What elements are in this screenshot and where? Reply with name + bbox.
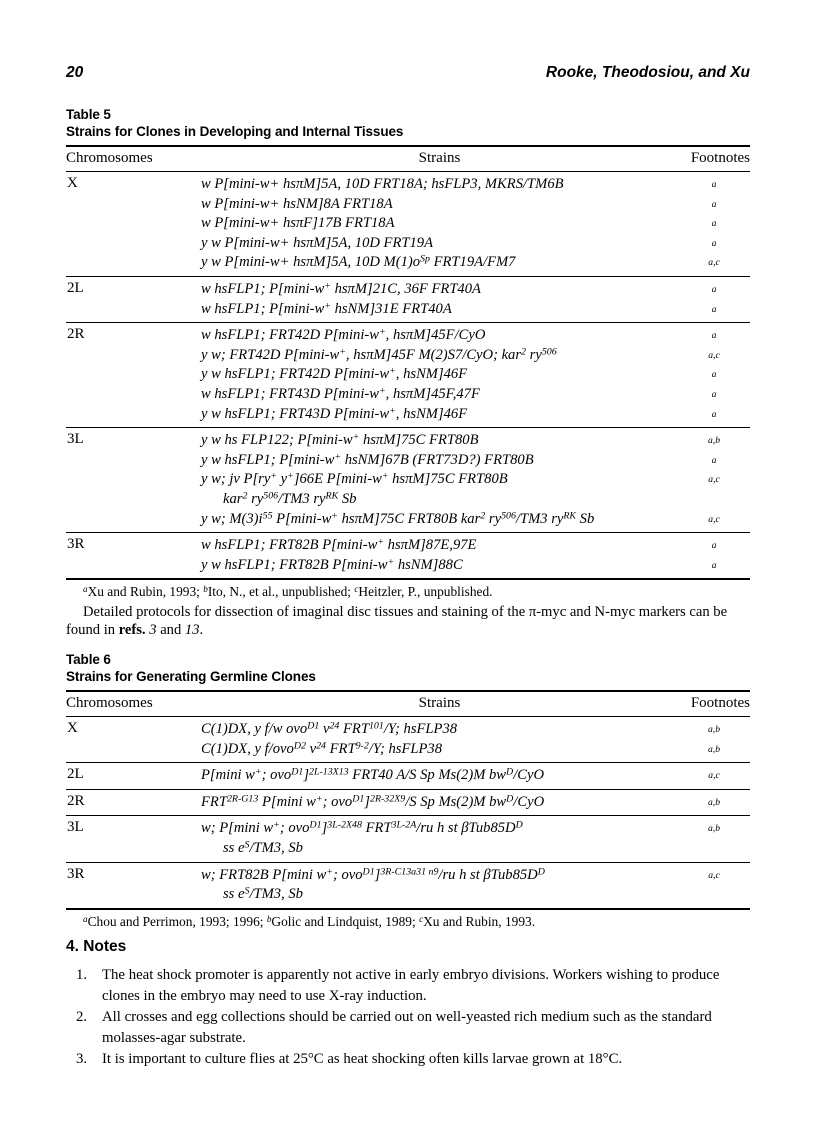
footnote-cell <box>678 816 750 862</box>
footnote-marker <box>678 490 750 510</box>
table-5-block <box>66 106 750 640</box>
footnote-marker: a <box>711 559 717 571</box>
strains-cell <box>201 789 678 816</box>
table-row <box>66 862 750 908</box>
footnote-marker <box>678 839 750 859</box>
table-row <box>66 789 750 816</box>
strain-line: $FRT^{2R-G13}$ P[mini w+; ovo$^{D1}$]$^{2R-32X9}$/S Sp Ms(2)M $bw^D$/CyO <box>201 793 545 810</box>
table-row <box>66 276 750 322</box>
note-item <box>66 1049 750 1070</box>
strain-line: ss $e^S/TM3$, Sb <box>223 839 303 856</box>
table-5-label: Table 5 <box>66 107 111 122</box>
strain-line: w hsFLP1; FRT43D P[mini-w+, hsπM]45F,47F <box>201 385 480 402</box>
strains-cell <box>201 323 678 428</box>
chromosome-cell: 2L <box>66 763 201 790</box>
footnote-marker: a <box>711 388 717 400</box>
table-row <box>66 172 750 277</box>
strain-line: y w P[mini-w+ hsπM]5A, 10D FRT19A <box>201 234 434 251</box>
notes-list <box>66 965 750 1070</box>
table-5-header-row <box>66 146 750 172</box>
table-row <box>66 717 750 763</box>
strains-cell <box>201 816 678 862</box>
after-table-5-text: Detailed protocols for dissection of imaginal disc tissues and staining of the π-myc and N-myc markers can be found in refs. 3 and 13. <box>66 603 728 639</box>
footnote-cell <box>678 533 750 579</box>
footnote-marker: a,b <box>708 743 720 755</box>
strains-cell <box>201 172 678 277</box>
table-6-title: Strains for Generating Germline Clones <box>66 669 316 684</box>
footnote-marker: a,c <box>708 869 720 881</box>
table-5-col-footnotes: Footnotes <box>678 146 750 172</box>
footnote-marker: a <box>711 198 717 210</box>
table-6-col-chromosomes: Chromosomes <box>66 691 201 717</box>
strain-line: y w; $M(3)i^{55}$ P[mini-w+ hsπM]75C FRT80B kar$^2$ $ry^{506}/TM3$ $ry^{RK}$ Sb <box>201 510 595 527</box>
footnote-marker: a,c <box>708 770 720 782</box>
table-6-header-row <box>66 691 750 717</box>
strain-line: y w hs FLP122; P[mini-w+ hsπM]75C FRT80B <box>201 431 479 449</box>
table-5-footnotes <box>66 580 750 601</box>
table-6-caption <box>66 651 750 685</box>
footnote-marker: a,b <box>708 796 720 808</box>
after-table-5-paragraph <box>66 601 750 640</box>
footnote-cell <box>678 428 750 533</box>
note-item <box>66 965 750 1006</box>
footnote-marker: a,b <box>708 823 720 835</box>
footnote-marker <box>678 885 750 905</box>
strains-cell <box>201 717 678 763</box>
table-row <box>66 816 750 862</box>
table-5-body <box>66 172 750 579</box>
note-text: The heat shock promoter is apparently not active in early embryo divisions. Workers wishing to produce clones in the embryo may need to use X-ray induction. <box>102 967 720 1004</box>
note-number: 3. <box>76 1051 88 1068</box>
chromosome-cell: 2L <box>66 276 201 322</box>
footnote-marker: a,c <box>708 349 720 361</box>
strains-cell <box>201 533 678 579</box>
footnote-marker: a <box>711 369 717 381</box>
page-number: 20 <box>66 64 84 81</box>
strain-line: kar$^2$ $ry^{506}/TM3$ $ry^{RK}$ Sb <box>223 490 357 507</box>
table-6-block <box>66 651 750 930</box>
footnote-marker: a <box>711 179 717 190</box>
strain-line: w; P[mini w+; ovo$^{D1}$]$^{3L-2X48}$ $FRT^{3L-2A}/ru$ h st $\beta Tub85D^D$ <box>201 819 523 837</box>
chromosome-cell: 3L <box>66 428 201 533</box>
strain-line: w; FRT82B P[mini w+; ovo$^{D1}$]$^{3R-C13a31 n9}$/ru h st $\beta Tub85D^D$ <box>201 866 545 883</box>
footnote-marker: a,c <box>708 257 720 269</box>
strains-cell <box>201 862 678 908</box>
strain-line: w hsFLP1; P[mini-w+ hsNM]31E FRT40A <box>201 300 452 317</box>
footnote-cell <box>678 717 750 763</box>
strain-line: P[mini w+; ovo$^{D1}$]$^{2L-13X13}$ FRT40 A/S Sp Ms(2)M $bw^D$/CyO <box>201 766 545 784</box>
footnote-marker: a <box>711 303 717 315</box>
strain-line: w hsFLP1; FRT42D P[mini-w+, hsπM]45F/CyO <box>201 326 486 344</box>
strain-line: y w; jv P[ry+ y+]66E P[mini-w+ hsπM]75C FRT80B <box>201 470 508 488</box>
footnote-cell <box>678 323 750 428</box>
strain-line: w hsFLP1; P[mini-w+ hsπM]21C, 36F FRT40A <box>201 280 481 297</box>
chromosome-cell: 3L <box>66 816 201 862</box>
notes-section <box>66 938 750 1071</box>
table-6-label: Table 6 <box>66 652 111 667</box>
chromosome-cell: 2R <box>66 323 201 428</box>
running-head <box>66 64 750 82</box>
strain-line: y w hsFLP1; FRT82B P[mini-w+ hsNM]88C <box>201 556 463 573</box>
footnote-marker: a <box>711 408 717 420</box>
table-row <box>66 323 750 428</box>
chromosome-cell: 2R <box>66 789 201 816</box>
strain-line: y w hsFLP1; FRT43D P[mini-w+, hsNM]46F <box>201 405 468 422</box>
footnote-cell <box>678 789 750 816</box>
footnote-marker: a <box>711 454 717 466</box>
strain-line: C(1)DX, y f/ovo$^{D2}$ $v^{24}$ FRT$^{9-2}$/Y; hsFLP38 <box>201 740 443 757</box>
chromosome-cell: X <box>67 175 78 191</box>
table-6-col-footnotes: Footnotes <box>678 691 750 717</box>
table-row <box>66 428 750 533</box>
table-row <box>66 763 750 790</box>
table-5 <box>66 145 750 578</box>
table-5-caption <box>66 106 750 140</box>
footnote-marker: a,b <box>708 724 720 735</box>
footnote-marker: a <box>711 237 717 249</box>
table-5-footnote-line: $^a$Xu and Rubin, 1993; $^b$Ito, N., et al., unpublished; $^c$Heitzler, P., unpublished. <box>83 584 493 600</box>
footnote-cell <box>678 862 750 908</box>
table-5-col-strains: Strains <box>201 146 678 172</box>
strain-line: w P[mini-w+ hsπF]17B FRT18A <box>201 215 395 232</box>
running-head-authors: Rooke, Theodosiou, and Xu <box>545 64 750 81</box>
table-6-body <box>66 717 750 908</box>
note-number: 2. <box>76 1009 88 1026</box>
footnote-marker: a,b <box>708 435 720 447</box>
table-6-col-strains: Strains <box>201 691 678 717</box>
table-6-footnotes <box>66 910 750 931</box>
notes-heading: 4. Notes <box>66 938 127 955</box>
footnote-marker: a,c <box>708 513 720 525</box>
note-text: It is important to culture flies at 25°C as heat shocking often kills larvae grown at 18°C. <box>102 1051 623 1068</box>
footnote-cell <box>678 276 750 322</box>
table-5-col-chromosomes: Chromosomes <box>66 146 201 172</box>
table-6-footnote-line: $^a$Chou and Perrimon, 1993; 1996; $^b$Golic and Lindquist, 1989; $^c$Xu and Rubin, 1993. <box>83 913 536 929</box>
strain-line: w P[mini-w+ hsNM]8A FRT18A <box>201 195 393 212</box>
strain-line: y w hsFLP1; FRT42D P[mini-w+, hsNM]46F <box>201 365 468 383</box>
footnote-cell <box>678 763 750 790</box>
note-number: 1. <box>76 967 88 983</box>
strain-line: w P[mini-w+ hsπM]5A, 10D FRT18A; hsFLP3, MKRS/TM6B <box>201 176 564 192</box>
footnote-marker: a <box>711 283 717 295</box>
strains-cell <box>201 276 678 322</box>
chromosome-cell: 3R <box>66 862 201 908</box>
footnote-marker: a <box>711 330 717 342</box>
footnote-marker: a <box>711 218 717 230</box>
footnote-marker: a <box>711 540 717 552</box>
strains-cell <box>201 763 678 790</box>
strain-line: y w; FRT42D P[mini-w+, hsπM]45F M(2)S7/CyO; kar$^2$ $ry^{506}$ <box>201 346 557 363</box>
footnote-cell <box>678 172 750 277</box>
note-item <box>66 1007 750 1048</box>
strain-line: ss $e^S/TM3$, Sb <box>223 885 303 903</box>
table-5-title: Strains for Clones in Developing and Internal Tissues <box>66 124 404 139</box>
table-6 <box>66 690 750 908</box>
strain-line: y w hsFLP1; P[mini-w+ hsNM]67B (FRT73D?) FRT80B <box>201 451 534 468</box>
strains-cell <box>201 428 678 533</box>
footnote-marker: a,c <box>708 474 720 486</box>
chromosome-cell: X <box>67 720 78 736</box>
strain-line: y w P[mini-w+ hsπM]5A, 10D $M(1)o^{Sp}$ FRT19A/FM7 <box>201 253 516 271</box>
strain-line: C(1)DX, y f/w ovo$^{D1}$ $v^{24}$ FRT$^{101}$/Y; hsFLP38 <box>201 720 458 737</box>
table-row <box>66 533 750 579</box>
note-text: All crosses and egg collections should be carried out on well-yeasted rich medium such as the standard molasses-agar substrate. <box>102 1009 712 1046</box>
chromosome-cell: 3R <box>66 533 201 579</box>
strain-line: w hsFLP1; FRT82B P[mini-w+ hsπM]87E,97E <box>201 536 477 554</box>
